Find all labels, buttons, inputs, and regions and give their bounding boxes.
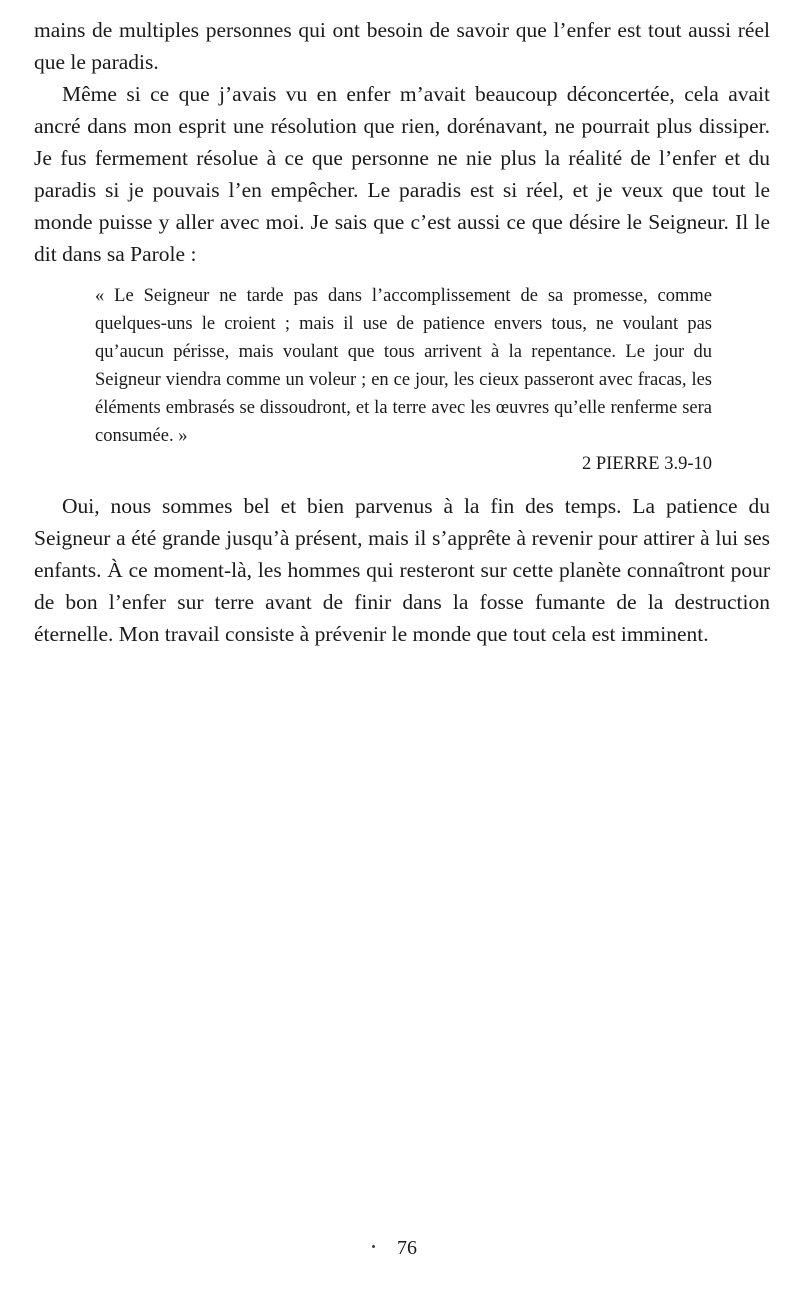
paragraph-resolution: Même si ce que j’avais vu en enfer m’avait beaucoup déconcertée, cela avait ancré dans mon esprit une résolution que rien, dorénavant, ne pourrait plus dissiper. Je fus fermement résolue à ce que personne ne nie plus la réalité de l’enfer et du paradis si je pouvais l’en empêcher. Le paradis est si réel, et je veux que tout le monde puisse y aller avec moi. Je sais que c’est aussi ce que désire le Seigneur. Il le dit dans sa Parole : — [34, 82, 770, 266]
scripture-quote — [95, 282, 712, 497]
text-block-bottom — [34, 490, 770, 650]
quote-reference: 2 PIERRE 3.9-10 — [581, 454, 712, 474]
paragraph-continuation: mains de multiples personnes qui ont besoin de savoir que l’enfer est tout aussi réel que le paradis. — [34, 18, 770, 74]
paragraph-end-times: Oui, nous sommes bel et bien parvenus à la fin des temps. La patience du Seigneur a été grande jusqu’à présent, mais il s’apprête à revenir pour attirer à lui ses enfants. À ce moment-là, les hommes qui resteront sur cette planète connaîtront pour de bon l’enfer sur terre avant de finir dans la fosse fumante de la destruction éternelle. Mon travail consiste à prévenir le monde que tout cela est imminent. — [34, 494, 770, 646]
page-number: 76 — [397, 1237, 417, 1259]
quote-text: « Le Seigneur ne tarde pas dans l’accomplissement de sa promesse, comme quelques-uns le croient ; mais il use de patience envers tous, ne voulant pas qu’aucun périsse, mais voulant que tous arrivent à la repentance. Le jour du Seigneur viendra comme un voleur ; en ce jour, les cieux passeront avec fracas, les éléments embrasés se dissoudront, et la terre avec les œuvres qu’elle renferme sera consumée. » — [95, 286, 712, 446]
text-block-top — [34, 14, 770, 270]
